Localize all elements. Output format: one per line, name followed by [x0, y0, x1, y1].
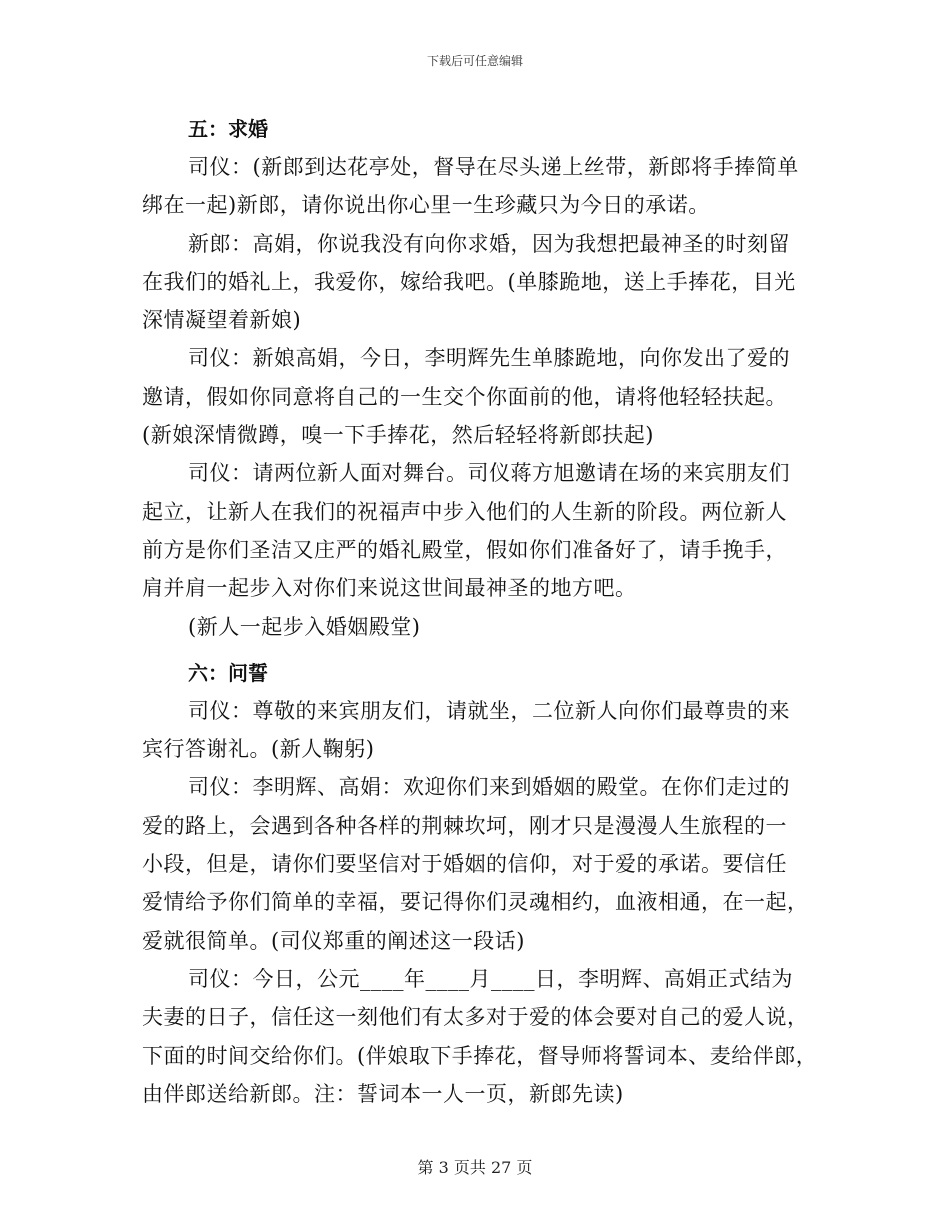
section-heading-vows: 六：问誓: [188, 660, 268, 685]
text-line: 司仪：新娘高娟，今日，李明辉先生单膝跪地，向你发出了爱的: [188, 346, 790, 371]
text-line: 深情凝望着新娘): [142, 308, 302, 333]
text-line: 司仪：尊敬的来宾朋友们，请就坐，二位新人向你们最尊贵的来: [188, 698, 790, 723]
text-line: 夫妻的日子，信任这一刻他们有太多对于爱的体会要对自己的爱人说，: [142, 1005, 809, 1030]
paragraph: [142, 225, 822, 340]
paragraph: [142, 692, 822, 769]
text-line: 司仪：(新郎到达花亭处，督导在尽头递上丝带，新郎将手捧简单: [188, 155, 799, 179]
paragraph: [142, 608, 822, 646]
text-line: 小段，但是，请你们要坚信对于婚姻的信仰，对于爱的承诺。要信任: [142, 852, 787, 877]
text-line: 邀请，假如你同意将自己的一生交个你面前的他，请将他轻轻扶起。: [142, 384, 787, 409]
text-line: 司仪：今日，公元____年____月____日，李明辉、高娟正式结为: [188, 966, 793, 991]
paragraph: [142, 454, 822, 607]
text-line: 宾行答谢礼。(新人鞠躬): [142, 737, 375, 762]
text-line: 爱情给予你们简单的幸福，要记得你们灵魂相约，血液相通，在一起，: [142, 890, 809, 915]
text-line: 司仪：李明辉、高娟：欢迎你们来到婚姻的殿堂。在你们走过的: [188, 775, 790, 800]
text-line: 爱的路上，会遇到各种各样的荆棘坎坷，刚才只是漫漫人生旅程的一: [142, 813, 787, 838]
paragraph: [142, 339, 822, 454]
document-body: [142, 110, 822, 1113]
text-line: 在我们的婚礼上，我爱你，嫁给我吧。(单膝跪地，送上手捧花，目光: [142, 269, 796, 294]
text-line: 绑在一起)新郎，请你说出你心里一生珍藏只为今日的承诺。: [142, 193, 710, 218]
text-line: 爱就很简单。(司仪郑重的阐述这一段话): [142, 928, 525, 953]
text-line: (新娘深情微蹲，嗅一下手捧花，然后轻轻将新郎扶起): [142, 423, 654, 448]
text-line: 下面的时间交给你们。(伴娘取下手捧花，督导师将誓词本、麦给伴郎，: [142, 1043, 818, 1068]
text-line: 司仪：请两位新人面对舞台。司仪蒋方旭邀请在场的来宾朋友们: [188, 461, 790, 486]
page-footer: 第 3 页共 27 页: [417, 1158, 533, 1177]
paragraph: [142, 148, 822, 225]
text-line: 新郎：高娟，你说我没有向你求婚，因为我想把最神圣的时刻留: [188, 231, 790, 256]
section-heading-proposal: 五：求婚: [188, 117, 268, 141]
paragraph: [142, 960, 822, 1113]
page-header: 下载后可任意编辑: [426, 54, 523, 68]
text-line: 肩并肩一起步入对你们来说这世间最神圣的地方吧。: [142, 576, 637, 601]
text-line: 前方是你们圣洁又庄严的婚礼殿堂，假如你们准备好了，请手挽手，: [142, 537, 787, 562]
text-line: 由伴郎送给新郎。注：誓词本一人一页，新郎先读): [142, 1081, 624, 1106]
text-line: (新人一起步入婚姻殿堂): [188, 614, 421, 639]
text-line: 起立，让新人在我们的祝福声中步入他们的人生新的阶段。两位新人: [142, 499, 787, 524]
paragraph: [142, 768, 822, 959]
